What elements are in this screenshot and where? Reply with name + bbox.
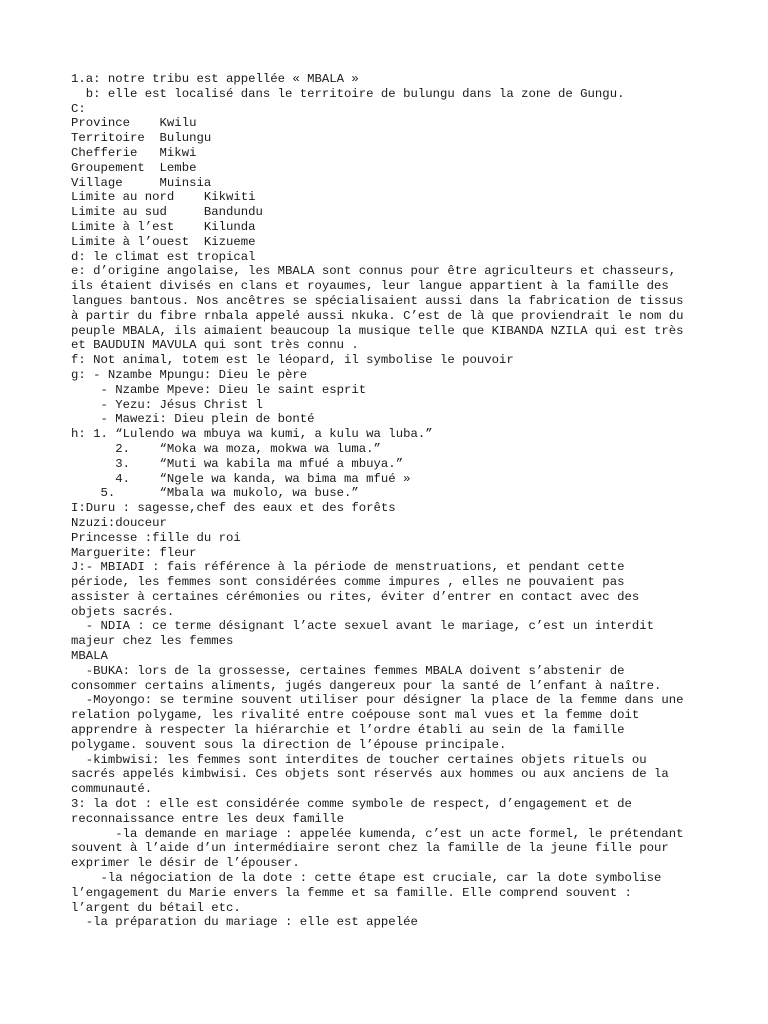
text-line: - NDIA : ce terme désignant l’acte sexuel avant le mariage, c’est un interdit	[71, 619, 654, 634]
text-line: Province Kwilu	[71, 116, 197, 131]
text-line: relation polygame, les rivalité entre coépouse sont mal vues et la femme doit	[71, 708, 640, 723]
text-line: Village Muinsia	[71, 175, 212, 190]
text-line: - Mawezi: Dieu plein de bonté	[71, 412, 315, 427]
text-line: majeur chez les femmes	[71, 634, 234, 649]
text-line: souvent à l’aide d’un intermédiaire seront chez la famille de la jeune fille pour	[71, 841, 669, 856]
text-line: -Moyongo: se termine souvent utiliser pour désigner la place de la femme dans une	[71, 693, 684, 708]
text-line: Limite à l’ouest Kizueme	[71, 234, 256, 249]
text-line: reconnaissance entre les deux famille	[71, 811, 345, 826]
text-line: Groupement Lembe	[71, 160, 197, 175]
text-line: l’argent du bétail etc.	[71, 900, 241, 915]
document-page	[71, 72, 731, 930]
text-line: 4. “Ngele wa kanda, wa bima ma mfué »	[71, 471, 411, 486]
text-line: b: elle est localisé dans le territoire de bulungu dans la zone de Gungu.	[71, 86, 625, 101]
text-line: assister à certaines cérémonies ou rites, éviter d’entrer en contact avec des	[71, 589, 640, 604]
text-line: Limite à l’est Kilunda	[71, 219, 256, 234]
text-line: -BUKA: lors de la grossesse, certaines femmes MBALA doivent s’abstenir de	[71, 663, 625, 678]
text-line: période, les femmes sont considérées comme impures , elles ne pouvaient pas	[71, 575, 625, 590]
text-line: Marguerite: fleur	[71, 545, 197, 560]
text-line: -la demande en mariage : appelée kumenda, c’est un acte formel, le prétendant	[71, 826, 684, 841]
text-line: f: Not animal, totem est le léopard, il symbolise le pouvoir	[71, 353, 514, 368]
text-line: 3. “Muti wa kabila ma mfué a mbuya.”	[71, 456, 404, 471]
text-line: Territoire Bulungu	[71, 131, 212, 146]
text-line: C:	[71, 101, 86, 116]
text-line: Princesse :fille du roi	[71, 530, 241, 545]
text-line: 2. “Moka wa moza, mokwa wa luma.”	[71, 441, 381, 456]
text-line: -kimbwisi: les femmes sont interdites de toucher certaines objets rituels ou	[71, 752, 647, 767]
text-line: sacrés appelés kimbwisi. Ces objets sont réservés aux hommes ou aux anciens de la	[71, 767, 669, 782]
text-line: consommer certains aliments, jugés dangereux pour la santé de l’enfant à naître.	[71, 678, 662, 693]
text-line: -la négociation de la dote : cette étape est cruciale, car la dote symbolise	[71, 871, 662, 886]
text-line: exprimer le désir de l’épouser.	[71, 856, 300, 871]
text-line: J:- MBIADI : fais référence à la période de menstruations, et pendant cette	[71, 560, 625, 575]
text-line: objets sacrés.	[71, 604, 175, 619]
text-line: - Nzambe Mpeve: Dieu le saint esprit	[71, 382, 367, 397]
text-line: h: 1. “Lulendo wa mbuya wa kumi, a kulu wa luba.”	[71, 427, 433, 442]
text-line: 1.a: notre tribu est appellée « MBALA »	[71, 72, 359, 86]
text-line: - Yezu: Jésus Christ l	[71, 397, 263, 412]
text-line: e: d’origine angolaise, les MBALA sont connus pour être agriculteurs et chasseurs,	[71, 264, 677, 279]
text-line: à partir du fibre rnbala appelé aussi nkuka. C’est de là que proviendrait le nom du	[71, 308, 684, 323]
text-line: MBALA	[71, 649, 108, 664]
text-line: Chefferie Mikwi	[71, 145, 197, 160]
text-line: apprendre à respecter la hiérarchie et l’ordre établi au sein de la famille	[71, 723, 625, 738]
text-line: Nzuzi:douceur	[71, 515, 167, 530]
text-line: l’engagement du Marie envers la femme et sa famille. Elle comprend souvent :	[71, 885, 632, 900]
text-line: communauté.	[71, 782, 153, 797]
text-line: et BAUDUIN MAVULA qui sont très connu .	[71, 338, 359, 353]
text-line: langues bantous. Nos ancêtres se spécialisaient aussi dans la fabrication de tissus	[71, 293, 684, 308]
text-line: 3: la dot : elle est considérée comme symbole de respect, d’engagement et de	[71, 797, 632, 812]
text-line: polygame. souvent sous la direction de l’épouse principale.	[71, 737, 507, 752]
text-line: Limite au sud Bandundu	[71, 205, 263, 220]
text-line: I:Duru : sagesse,chef des eaux et des forêts	[71, 501, 396, 516]
text-line: peuple MBALA, ils aimaient beaucoup la musique telle que KIBANDA NZILA qui est très	[71, 323, 684, 338]
text-line: 5. “Mbala wa mukolo, wa buse.”	[71, 486, 359, 501]
text-line: -la préparation du mariage : elle est appelée	[71, 915, 418, 930]
text-line: ils étaient divisés en clans et royaumes, leur langue appartient à la famille des	[71, 279, 669, 294]
text-line: d: le climat est tropical	[71, 249, 256, 264]
text-line: Limite au nord Kikwiti	[71, 190, 256, 205]
text-line: g: - Nzambe Mpungu: Dieu le père	[71, 367, 308, 382]
